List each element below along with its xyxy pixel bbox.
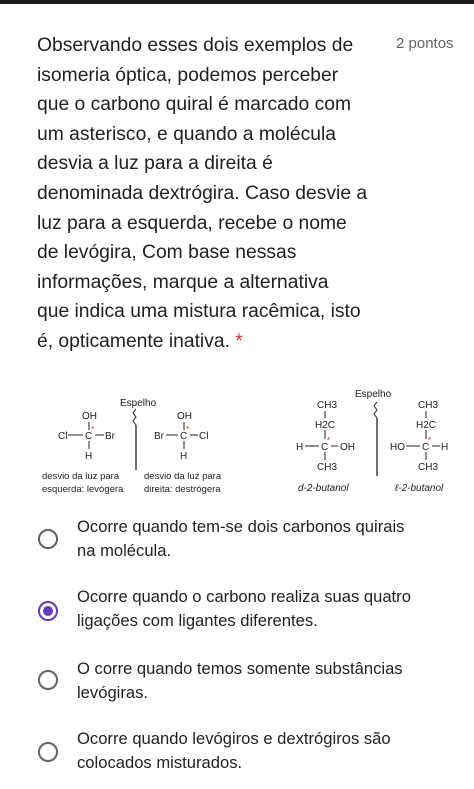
radio-button-selected[interactable] [38,601,58,621]
radio-button[interactable] [38,529,58,549]
rmol1-star: * [327,436,331,445]
mol1-center: C [85,431,93,442]
mirror-label-right: Espelho [355,389,392,400]
mol2-right: Cl [199,431,209,442]
mol1-bottom: H [85,451,93,462]
mol1-right: Br [105,431,115,442]
radio-button[interactable] [38,742,58,762]
option-label-line: na molécula. [77,541,172,560]
isomer-figure [20,378,460,508]
radio-button[interactable] [38,670,58,690]
caption-left-1b: esquerda: levógera [42,484,124,495]
option-label [77,585,457,633]
caption-d-butanol: d-2-butanol [298,483,349,494]
question-line: que o carbono quiral é marcado com [37,94,352,116]
rmol2-left: HO [390,442,405,453]
mirror-zigzag-right [374,402,377,418]
isomer-figure-svg [20,378,460,508]
question-line: isomeria óptica, podemos perceber [37,64,339,86]
rmol2-ch2: H2C [416,420,437,431]
option-label-line: ligações com ligantes diferentes. [77,611,318,630]
rmol1-left: H [296,442,304,453]
points-label: 2 pontos [396,35,454,52]
option-label-line: levógiras. [77,683,149,702]
mol1-star: * [91,425,95,434]
radio-dot [43,606,53,616]
question-line: Observando esses dois exemplos de [37,35,354,56]
option-1[interactable] [0,513,474,573]
rmol1-center: C [321,442,329,453]
mirror-label-left: Espelho [120,398,157,409]
rmol1-ch3-top: CH3 [317,400,338,411]
option-2[interactable] [0,585,474,645]
option-label [77,727,457,775]
option-label-line: Ocorre quando levógiros e dextrógiros são [77,729,391,748]
question-line: luz para a esquerda, recebe o nome [37,212,347,234]
mol2-left: Br [154,431,164,442]
caption-left-2a: desvio da luz para [144,471,222,482]
question-line: de levógira, Com base nessas [37,242,297,264]
option-label-line: O corre quando temos somente substâncias [77,659,403,678]
rmol2-star: * [428,436,432,445]
caption-left-1a: desvio da luz para [42,471,120,482]
mol2-bottom: H [180,451,188,462]
option-label [77,515,457,563]
option-label-line: Ocorre quando o carbono realiza suas quatro [77,587,411,606]
question-line: denominada dextrógira. Caso desvie a [37,182,368,204]
question-text [37,31,387,357]
mol2-star: * [186,425,190,434]
option-label-line: colocados misturados. [77,753,243,772]
mol2-top: OH [177,411,192,422]
rmol1-ch2: H2C [315,420,336,431]
option-3[interactable] [0,657,474,717]
rmol2-ch3-top: CH3 [418,400,439,411]
caption-left-2b: direita: destrógera [144,484,221,495]
caption-l-butanol: ℓ-2-butanol [395,483,444,494]
question-line: que indica uma mistura racêmica, isto [37,301,361,323]
required-asterisk: * [235,330,243,352]
rmol1-ch3-bottom: CH3 [317,462,338,473]
mol1-left: Cl [58,431,68,442]
rmol2-center: C [422,442,430,453]
question-line: um asterisco, e quando a molécula [37,123,337,145]
option-4[interactable] [0,729,474,789]
question-line: desvia a luz para a direita é [37,153,273,175]
rmol2-ch3-bottom: CH3 [418,462,439,473]
option-label-line: Ocorre quando tem-se dois carbonos quirais [77,517,405,536]
rmol1-right: OH [340,442,355,453]
option-label [77,657,457,705]
question-line: é, opticamente inativa. [37,330,230,352]
mirror-zigzag-left [133,409,136,425]
mol2-center: C [180,431,188,442]
question-line-last [37,327,387,357]
mol1-top: OH [82,411,97,422]
rmol2-right: H [441,442,449,453]
question-line: informações, marque a alternativa [37,271,329,293]
